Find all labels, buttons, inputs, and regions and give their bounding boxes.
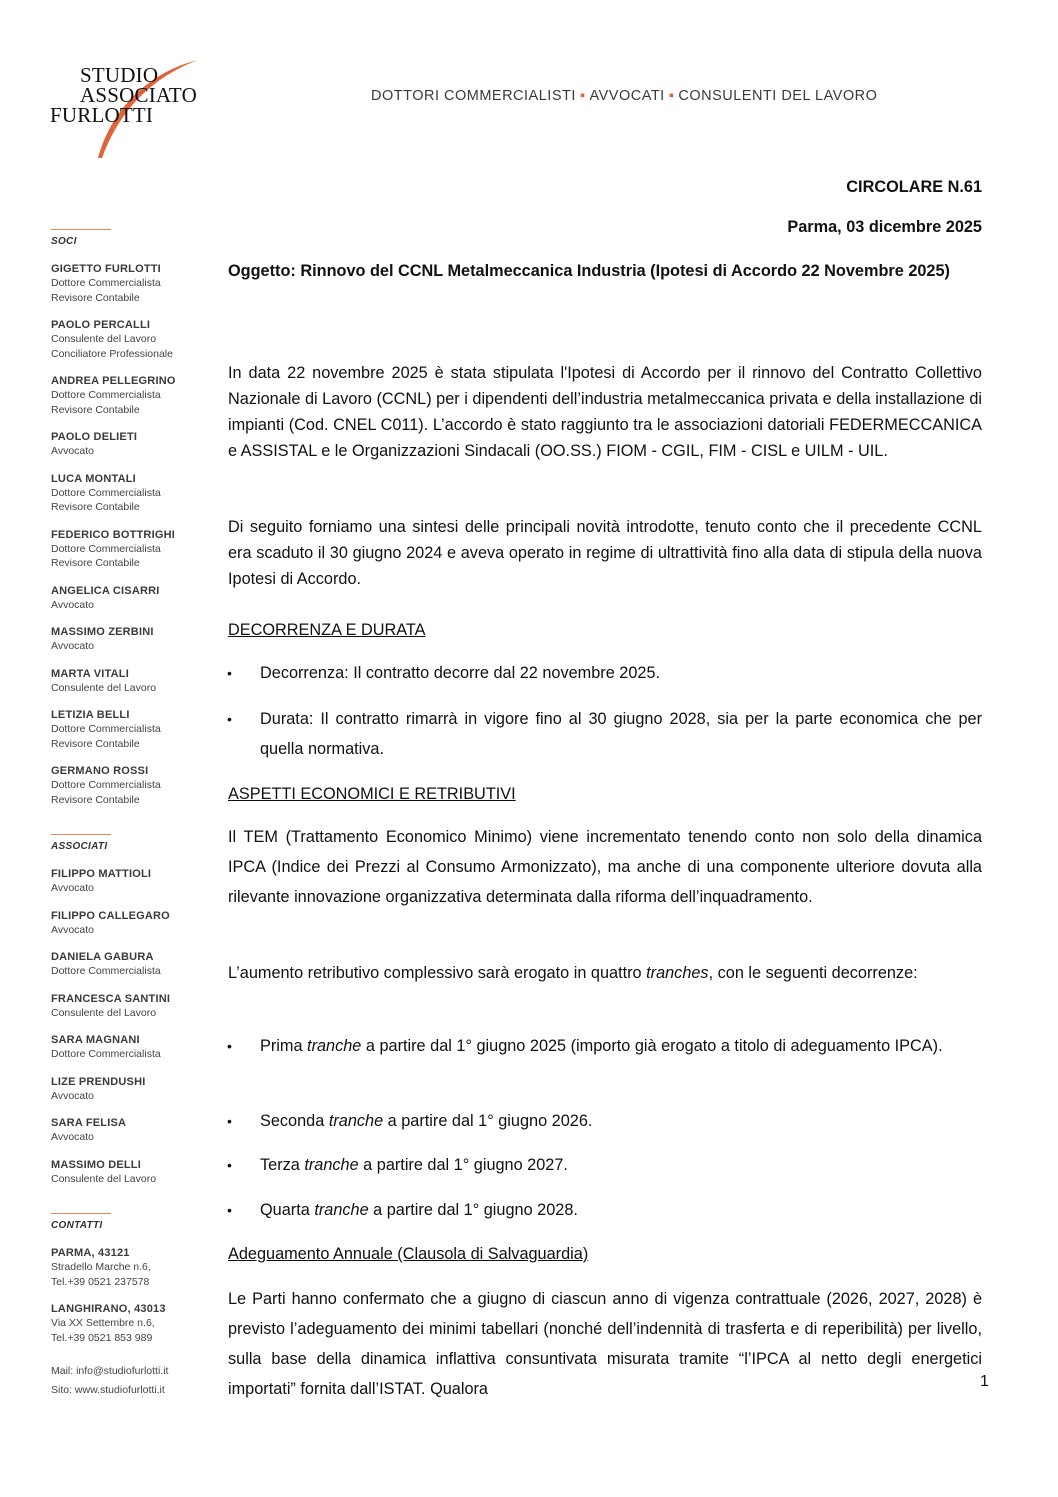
contact-website[interactable]: Sito: www.studiofurlotti.it — [51, 1384, 165, 1396]
person-role: Dottore Commercialista — [51, 965, 161, 977]
person-name: FRANCESCA SANTINI — [51, 992, 171, 1005]
bullet-icon: • — [227, 1157, 232, 1173]
person-role: Dottore Commercialista — [51, 542, 161, 555]
bullet-icon: • — [227, 1038, 232, 1054]
person-name: LETIZIA BELLI — [51, 709, 130, 721]
sidebar-person — [51, 472, 211, 515]
sidebar-person — [51, 625, 211, 654]
person-role: Avvocato — [51, 923, 94, 936]
contact-phone: Tel.+39 0521 853 989 — [51, 1331, 153, 1344]
section-heading-decorrenza: DECORRENZA E DURATA — [228, 621, 426, 639]
logo-line-3: FURLOTTI — [50, 103, 154, 127]
person-role: Revisore Contabile — [51, 501, 140, 513]
separator-dot-icon: ▪ — [579, 88, 586, 104]
sidebar-person — [51, 374, 211, 417]
person-role: Conciliatore Professionale — [51, 347, 173, 360]
section-heading-adeguamento: Adeguamento Annuale (Clausola di Salvaguardia) — [228, 1245, 589, 1263]
sidebar-person — [51, 1033, 211, 1062]
contact-address: Stradello Marche n.6, — [51, 1261, 151, 1273]
sidebar-person — [51, 667, 211, 696]
person-role: Dottore Commercialista — [51, 277, 161, 289]
contact-langhirano — [51, 1302, 211, 1345]
person-role: Consulente del Lavoro — [51, 681, 157, 694]
person-name: DANIELA GABURA — [51, 951, 154, 963]
tagline-item: CONSULENTI DEL LAVORO — [678, 88, 878, 104]
contact-phone: Tel.+39 0521 237578 — [51, 1275, 150, 1288]
sidebar-person — [51, 262, 211, 305]
person-name: SARA MAGNANI — [51, 1034, 140, 1046]
sidebar-person — [51, 992, 211, 1021]
associati-title: ASSOCIATI — [51, 841, 108, 852]
tranches-intro-paragraph: L’aumento retributivo complessivo sarà erogato in quattro tranches, con le seguenti decorrenze: — [228, 964, 918, 982]
person-role: Consulente del Lavoro — [51, 1172, 157, 1185]
section-divider — [51, 1213, 111, 1214]
person-name: GIGETTO FURLOTTI — [51, 263, 161, 275]
person-role: Avvocato — [51, 640, 94, 652]
firm-tagline — [371, 88, 877, 104]
person-role: Revisore Contabile — [51, 793, 140, 806]
sidebar-person — [51, 708, 211, 751]
sidebar-person — [51, 430, 211, 459]
person-role: Dottore Commercialista — [51, 779, 161, 791]
document-date: Parma, 03 dicembre 2025 — [787, 218, 982, 236]
contact-city: PARMA, 43121 — [51, 1247, 130, 1259]
person-role: Consulente del Lavoro — [51, 333, 157, 345]
person-name: FILIPPO CALLEGARO — [51, 909, 170, 922]
person-name: PAOLO PERCALLI — [51, 319, 151, 331]
intro-paragraph: In data 22 novembre 2025 è stata stipulata l'Ipotesi di Accordo per il rinnovo del Contratto Collettivo Nazionale di Lavoro (CCNL) per i dipendenti dell’industria metalmeccanica privata e della installazione di impianti (Cod. CNEL C011). L’accordo è stato raggiunto tra le associazioni datoriali FEDERMECCANICA e ASSISTAL e le Organizzazioni Sindacali (OO.SS.) FIOM - CGIL, FIM - CISL e UILM - UIL. — [228, 364, 982, 460]
bullet-icon: • — [227, 665, 232, 681]
sidebar-person — [51, 867, 211, 896]
summary-paragraph: Di seguito forniamo una sintesi delle principali novità introdotte, tenuto conto che il precedente CCNL era scaduto il 30 giugno 2024 e aveva operato in regime di ultrattività fino alla data di stipula della nuova Ipotesi di Accordo. — [228, 518, 982, 588]
sidebar-person — [51, 950, 211, 979]
tagline-item: AVVOCATI — [589, 88, 665, 104]
person-name: MASSIMO ZERBINI — [51, 626, 154, 638]
person-name: ANGELICA CISARRI — [51, 584, 160, 597]
person-name: LIZE PRENDUSHI — [51, 1075, 146, 1088]
section-divider — [51, 229, 111, 230]
person-name: PAOLO DELIETI — [51, 431, 138, 443]
person-role: Dottore Commercialista — [51, 389, 161, 401]
contatti-title: CONTATTI — [51, 1220, 103, 1231]
sidebar-person — [51, 318, 211, 361]
person-name: MASSIMO DELLI — [51, 1158, 141, 1171]
sidebar-person — [51, 584, 211, 613]
person-role: Revisore Contabile — [51, 403, 140, 416]
person-role: Revisore Contabile — [51, 557, 140, 569]
list-item: • Decorrenza: Il contratto decorre dal 22 novembre 2025. — [260, 658, 982, 688]
bullet-icon: • — [227, 711, 232, 727]
section-divider — [51, 834, 111, 835]
person-role: Avvocato — [51, 882, 94, 894]
sidebar-person — [51, 1116, 211, 1145]
person-name: FILIPPO MATTIOLI — [51, 868, 152, 880]
list-item: • Prima tranche a partire dal 1° giugno 2025 (importo già erogato a titolo di adeguamento IPCA). — [260, 1031, 982, 1061]
soci-list — [51, 262, 211, 807]
contact-city: LANGHIRANO, 43013 — [51, 1303, 166, 1315]
soci-title: SOCI — [51, 236, 77, 247]
tem-paragraph: Il TEM (Trattamento Economico Minimo) viene incrementato tenendo conto non solo della dinamica IPCA (Indice dei Prezzi al Consumo Armonizzato), ma anche di una componente ulteriore dovuta alla rilevante innovazione organizzativa determinata dalla riforma dell’inquadramento. — [228, 828, 982, 906]
list-item: • Seconda tranche a partire dal 1° giugno 2026. — [260, 1106, 982, 1136]
bullet-icon: • — [227, 1113, 232, 1129]
contact-address: Via XX Settembre n.6, — [51, 1317, 155, 1329]
sidebar-person — [51, 528, 211, 571]
person-role: Dottore Commercialista — [51, 1048, 161, 1060]
person-name: LUCA MONTALI — [51, 472, 136, 485]
person-name: ANDREA PELLEGRINO — [51, 375, 176, 387]
contact-mail[interactable]: Mail: info@studiofurlotti.it — [51, 1365, 169, 1377]
person-role: Avvocato — [51, 445, 94, 457]
person-name: GERMANO ROSSI — [51, 765, 149, 777]
logo-line-1: STUDIO — [80, 63, 159, 87]
page-number: 1 — [980, 1373, 989, 1390]
person-role: Dottore Commercialista — [51, 723, 161, 735]
separator-dot-icon: ▪ — [668, 88, 675, 104]
person-role: Avvocato — [51, 598, 94, 611]
person-role: Dottore Commercialista — [51, 486, 161, 499]
document-subject: Oggetto: Rinnovo del CCNL Metalmeccanica Industria (Ipotesi di Accordo 22 Novembre 2025) — [228, 262, 950, 280]
person-role: Consulente del Lavoro — [51, 1006, 157, 1019]
sidebar — [51, 229, 211, 1400]
person-role: Avvocato — [51, 1131, 94, 1143]
person-role: Avvocato — [51, 1089, 94, 1102]
section-heading-aspetti: ASPETTI ECONOMICI E RETRIBUTIVI — [228, 785, 516, 803]
person-role: Revisore Contabile — [51, 291, 140, 304]
sidebar-person — [51, 909, 211, 938]
list-item: • Terza tranche a partire dal 1° giugno 2027. — [260, 1150, 982, 1180]
person-role: Revisore Contabile — [51, 737, 140, 750]
tagline-item: DOTTORI COMMERCIALISTI — [371, 88, 576, 104]
person-name: MARTA VITALI — [51, 667, 129, 680]
bullet-icon: • — [227, 1202, 232, 1218]
person-name: FEDERICO BOTTRIGHI — [51, 528, 175, 541]
sidebar-person — [51, 1158, 211, 1187]
associati-list — [51, 867, 211, 1186]
logo-line-2: ASSOCIATO — [80, 83, 197, 107]
adeguamento-paragraph: Le Parti hanno confermato che a giugno di ciascun anno di vigenza contrattuale (2026, 2027, 2028) è previsto l’adeguamento dei minimi tabellari (nonché dell’indennità di trasferta e di reperibilità) per livello, sulla base della dinamica inflattiva consuntivata misurata tramite “l’IPCA al netto degli energetici importati” fornita dall’ISTAT. Qualora — [228, 1290, 982, 1398]
list-item: • Durata: Il contratto rimarrà in vigore fino al 30 giugno 2028, sia per la parte economica che per quella normativa. — [260, 704, 982, 764]
studio-logo — [50, 58, 220, 168]
list-item: • Quarta tranche a partire dal 1° giugno 2028. — [260, 1195, 982, 1225]
sidebar-person — [51, 1075, 211, 1104]
person-name: SARA FELISA — [51, 1117, 127, 1129]
circolare-number: CIRCOLARE N.61 — [846, 178, 982, 196]
contact-parma — [51, 1246, 211, 1289]
sidebar-person — [51, 764, 211, 807]
